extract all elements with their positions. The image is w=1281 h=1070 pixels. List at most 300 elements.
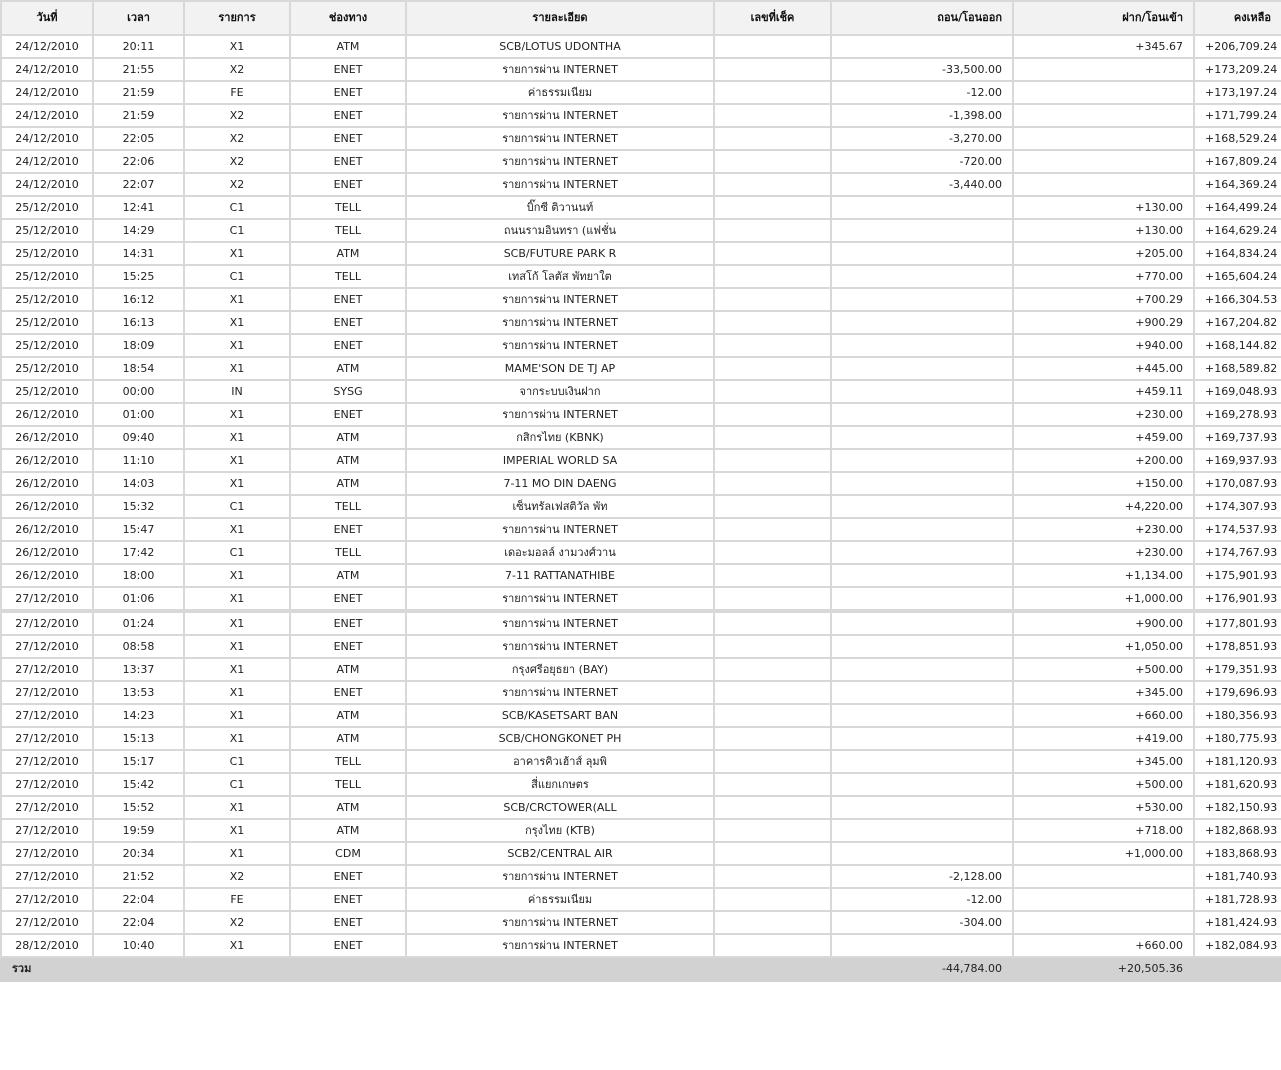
cell-detail: กรุงศรีอยุธยา (BAY) (406, 658, 714, 681)
cell-withdraw (831, 587, 1013, 611)
cell-cheque (714, 265, 831, 288)
table-row (1, 196, 1281, 219)
cell-cheque (714, 704, 831, 727)
cell-code: X1 (184, 635, 290, 658)
cell-detail: จากระบบเงินฝาก (406, 380, 714, 403)
cell-deposit: +459.00 (1013, 426, 1194, 449)
cell-date: 27/12/2010 (1, 611, 93, 635)
cell-code: X1 (184, 704, 290, 727)
cell-time: 15:42 (93, 773, 184, 796)
cell-code: X1 (184, 934, 290, 957)
cell-date: 25/12/2010 (1, 311, 93, 334)
cell-cheque (714, 150, 831, 173)
cell-deposit: +230.00 (1013, 541, 1194, 564)
total-label: รวม (1, 957, 93, 981)
table-row (1, 173, 1281, 196)
cell-date: 27/12/2010 (1, 773, 93, 796)
cell-date: 26/12/2010 (1, 541, 93, 564)
cell-detail: รายการผ่าน INTERNET (406, 288, 714, 311)
total-empty-balance (1194, 957, 1281, 981)
cell-code: X1 (184, 357, 290, 380)
table-row (1, 357, 1281, 380)
table-row (1, 265, 1281, 288)
cell-channel: ATM (290, 472, 406, 495)
cell-channel: ENET (290, 635, 406, 658)
cell-withdraw: -720.00 (831, 150, 1013, 173)
cell-time: 14:03 (93, 472, 184, 495)
statement-footer (1, 957, 1281, 981)
cell-balance: +174,767.93 (1194, 541, 1281, 564)
cell-withdraw (831, 472, 1013, 495)
cell-channel: ENET (290, 173, 406, 196)
cell-date: 25/12/2010 (1, 357, 93, 380)
cell-detail: กรุงไทย (KTB) (406, 819, 714, 842)
cell-channel: ENET (290, 681, 406, 704)
cell-channel: ENET (290, 911, 406, 934)
cell-deposit: +419.00 (1013, 727, 1194, 750)
cell-cheque (714, 865, 831, 888)
cell-balance: +181,620.93 (1194, 773, 1281, 796)
cell-detail: รายการผ่าน INTERNET (406, 611, 714, 635)
cell-balance: +173,209.24 (1194, 58, 1281, 81)
cell-code: X1 (184, 796, 290, 819)
cell-date: 27/12/2010 (1, 587, 93, 611)
cell-detail: SCB2/CENTRAL AIR (406, 842, 714, 865)
cell-balance: +206,709.24 (1194, 35, 1281, 58)
cell-detail: IMPERIAL WORLD SA (406, 449, 714, 472)
cell-time: 16:13 (93, 311, 184, 334)
cell-deposit: +459.11 (1013, 380, 1194, 403)
cell-channel: ENET (290, 518, 406, 541)
cell-channel: ATM (290, 727, 406, 750)
cell-balance: +173,197.24 (1194, 81, 1281, 104)
cell-detail: อาคารคิวเฮ้าส์ ลุมพิ (406, 750, 714, 773)
cell-withdraw (831, 750, 1013, 773)
cell-time: 13:53 (93, 681, 184, 704)
cell-cheque (714, 635, 831, 658)
cell-code: X1 (184, 658, 290, 681)
cell-cheque (714, 541, 831, 564)
cell-deposit (1013, 173, 1194, 196)
cell-detail: MAME'SON DE TJ AP (406, 357, 714, 380)
cell-detail: รายการผ่าน INTERNET (406, 173, 714, 196)
cell-balance: +169,278.93 (1194, 403, 1281, 426)
cell-channel: ENET (290, 888, 406, 911)
cell-code: X1 (184, 242, 290, 265)
cell-balance: +169,737.93 (1194, 426, 1281, 449)
cell-balance: +181,728.93 (1194, 888, 1281, 911)
cell-withdraw (831, 518, 1013, 541)
cell-withdraw (831, 541, 1013, 564)
cell-time: 20:34 (93, 842, 184, 865)
cell-channel: ATM (290, 658, 406, 681)
cell-date: 26/12/2010 (1, 403, 93, 426)
cell-time: 10:40 (93, 934, 184, 957)
cell-date: 26/12/2010 (1, 449, 93, 472)
cell-balance: +180,775.93 (1194, 727, 1281, 750)
table-row (1, 681, 1281, 704)
cell-date: 25/12/2010 (1, 265, 93, 288)
cell-cheque (714, 911, 831, 934)
cell-time: 15:52 (93, 796, 184, 819)
cell-cheque (714, 773, 831, 796)
cell-deposit: +345.67 (1013, 35, 1194, 58)
cell-deposit: +230.00 (1013, 403, 1194, 426)
cell-balance: +164,499.24 (1194, 196, 1281, 219)
cell-deposit: +500.00 (1013, 773, 1194, 796)
cell-date: 26/12/2010 (1, 564, 93, 587)
cell-deposit: +530.00 (1013, 796, 1194, 819)
cell-time: 22:05 (93, 127, 184, 150)
cell-deposit (1013, 127, 1194, 150)
cell-detail: ถนนรามอินทรา (แฟชั่น (406, 219, 714, 242)
cell-channel: TELL (290, 265, 406, 288)
cell-channel: ENET (290, 127, 406, 150)
cell-detail: รายการผ่าน INTERNET (406, 635, 714, 658)
cell-deposit: +900.00 (1013, 611, 1194, 635)
table-row (1, 819, 1281, 842)
header-withdraw: ถอน/โอนออก (831, 1, 1013, 35)
cell-date: 25/12/2010 (1, 334, 93, 357)
cell-time: 19:59 (93, 819, 184, 842)
cell-deposit: +770.00 (1013, 265, 1194, 288)
header-row (1, 1, 1281, 35)
cell-deposit (1013, 911, 1194, 934)
table-row (1, 219, 1281, 242)
cell-time: 01:24 (93, 611, 184, 635)
cell-time: 01:06 (93, 587, 184, 611)
cell-time: 18:54 (93, 357, 184, 380)
cell-code: X1 (184, 681, 290, 704)
cell-balance: +180,356.93 (1194, 704, 1281, 727)
table-row (1, 150, 1281, 173)
cell-detail: รายการผ่าน INTERNET (406, 865, 714, 888)
cell-cheque (714, 173, 831, 196)
cell-code: X1 (184, 472, 290, 495)
table-row (1, 704, 1281, 727)
cell-balance: +183,868.93 (1194, 842, 1281, 865)
cell-code: X2 (184, 104, 290, 127)
cell-channel: ATM (290, 449, 406, 472)
cell-cheque (714, 357, 831, 380)
cell-channel: CDM (290, 842, 406, 865)
cell-balance: +182,150.93 (1194, 796, 1281, 819)
cell-detail: รายการผ่าน INTERNET (406, 403, 714, 426)
header-detail: รายละเอียด (406, 1, 714, 35)
cell-detail: รายการผ่าน INTERNET (406, 681, 714, 704)
cell-code: X1 (184, 819, 290, 842)
total-empty-code (184, 957, 290, 981)
cell-code: C1 (184, 265, 290, 288)
cell-deposit (1013, 58, 1194, 81)
total-empty-cheque (714, 957, 831, 981)
cell-balance: +170,087.93 (1194, 472, 1281, 495)
cell-date: 27/12/2010 (1, 888, 93, 911)
cell-balance: +165,604.24 (1194, 265, 1281, 288)
cell-time: 22:04 (93, 888, 184, 911)
cell-date: 25/12/2010 (1, 380, 93, 403)
table-row (1, 127, 1281, 150)
cell-withdraw: -3,270.00 (831, 127, 1013, 150)
cell-deposit: +1,134.00 (1013, 564, 1194, 587)
cell-cheque (714, 196, 831, 219)
cell-channel: ENET (290, 58, 406, 81)
cell-detail: รายการผ่าน INTERNET (406, 911, 714, 934)
total-row (1, 957, 1281, 981)
table-row (1, 888, 1281, 911)
cell-channel: ATM (290, 819, 406, 842)
cell-balance: +167,809.24 (1194, 150, 1281, 173)
cell-detail: รายการผ่าน INTERNET (406, 311, 714, 334)
cell-date: 27/12/2010 (1, 750, 93, 773)
cell-cheque (714, 611, 831, 635)
cell-withdraw (831, 842, 1013, 865)
cell-balance: +182,868.93 (1194, 819, 1281, 842)
table-row (1, 104, 1281, 127)
cell-time: 22:07 (93, 173, 184, 196)
table-row (1, 495, 1281, 518)
cell-deposit: +200.00 (1013, 449, 1194, 472)
cell-detail: SCB/CRCTOWER(ALL (406, 796, 714, 819)
cell-code: X1 (184, 311, 290, 334)
cell-detail: รายการผ่าน INTERNET (406, 934, 714, 957)
cell-cheque (714, 242, 831, 265)
cell-time: 15:47 (93, 518, 184, 541)
total-withdraw: -44,784.00 (831, 957, 1013, 981)
cell-withdraw: -3,440.00 (831, 173, 1013, 196)
cell-time: 22:06 (93, 150, 184, 173)
cell-date: 26/12/2010 (1, 495, 93, 518)
cell-cheque (714, 35, 831, 58)
cell-date: 24/12/2010 (1, 104, 93, 127)
cell-deposit: +500.00 (1013, 658, 1194, 681)
cell-withdraw (831, 357, 1013, 380)
cell-code: C1 (184, 196, 290, 219)
cell-code: X1 (184, 727, 290, 750)
cell-withdraw: -12.00 (831, 888, 1013, 911)
cell-deposit: +940.00 (1013, 334, 1194, 357)
cell-balance: +168,589.82 (1194, 357, 1281, 380)
cell-code: C1 (184, 495, 290, 518)
cell-detail: SCB/FUTURE PARK R (406, 242, 714, 265)
cell-code: X2 (184, 865, 290, 888)
cell-deposit: +345.00 (1013, 681, 1194, 704)
cell-channel: ATM (290, 426, 406, 449)
total-empty-detail (406, 957, 714, 981)
cell-time: 13:37 (93, 658, 184, 681)
cell-withdraw (831, 265, 1013, 288)
total-empty-channel (290, 957, 406, 981)
cell-channel: ATM (290, 704, 406, 727)
cell-channel: TELL (290, 750, 406, 773)
cell-date: 24/12/2010 (1, 127, 93, 150)
cell-cheque (714, 495, 831, 518)
cell-code: FE (184, 81, 290, 104)
cell-withdraw: -304.00 (831, 911, 1013, 934)
cell-deposit (1013, 865, 1194, 888)
table-row (1, 541, 1281, 564)
cell-balance: +164,629.24 (1194, 219, 1281, 242)
total-deposit: +20,505.36 (1013, 957, 1194, 981)
cell-channel: ENET (290, 865, 406, 888)
cell-time: 16:12 (93, 288, 184, 311)
cell-cheque (714, 750, 831, 773)
cell-withdraw (831, 288, 1013, 311)
header-cheque: เลขที่เช็ค (714, 1, 831, 35)
cell-detail: SCB/CHONGKONET PH (406, 727, 714, 750)
cell-deposit: +718.00 (1013, 819, 1194, 842)
cell-code: X1 (184, 35, 290, 58)
cell-time: 18:00 (93, 564, 184, 587)
cell-channel: ATM (290, 35, 406, 58)
table-row (1, 727, 1281, 750)
cell-channel: ATM (290, 796, 406, 819)
table-row (1, 658, 1281, 681)
cell-withdraw: -33,500.00 (831, 58, 1013, 81)
cell-deposit (1013, 104, 1194, 127)
cell-time: 01:00 (93, 403, 184, 426)
cell-deposit: +660.00 (1013, 934, 1194, 957)
cell-balance: +169,048.93 (1194, 380, 1281, 403)
cell-withdraw (831, 564, 1013, 587)
cell-channel: ENET (290, 403, 406, 426)
cell-date: 25/12/2010 (1, 196, 93, 219)
cell-deposit: +1,050.00 (1013, 635, 1194, 658)
cell-channel: TELL (290, 219, 406, 242)
cell-withdraw (831, 35, 1013, 58)
header-time: เวลา (93, 1, 184, 35)
table-row (1, 750, 1281, 773)
cell-code: X1 (184, 403, 290, 426)
table-row (1, 635, 1281, 658)
table-row (1, 911, 1281, 934)
cell-balance: +164,834.24 (1194, 242, 1281, 265)
cell-balance: +176,901.93 (1194, 587, 1281, 611)
cell-detail: กสิกรไทย (KBNK) (406, 426, 714, 449)
cell-channel: TELL (290, 541, 406, 564)
cell-channel: ENET (290, 311, 406, 334)
cell-balance: +174,307.93 (1194, 495, 1281, 518)
cell-detail: SCB/LOTUS UDONTHA (406, 35, 714, 58)
cell-detail: 7-11 MO DIN DAENG (406, 472, 714, 495)
cell-code: C1 (184, 750, 290, 773)
cell-code: X2 (184, 127, 290, 150)
cell-detail: 7-11 RATTANATHIBE (406, 564, 714, 587)
cell-time: 15:17 (93, 750, 184, 773)
cell-channel: ENET (290, 334, 406, 357)
cell-cheque (714, 819, 831, 842)
cell-withdraw (831, 796, 1013, 819)
cell-deposit (1013, 81, 1194, 104)
cell-detail: สี่แยกเกษตร (406, 773, 714, 796)
header-channel: ช่องทาง (290, 1, 406, 35)
cell-deposit: +345.00 (1013, 750, 1194, 773)
cell-code: C1 (184, 773, 290, 796)
cell-cheque (714, 587, 831, 611)
cell-detail: รายการผ่าน INTERNET (406, 518, 714, 541)
cell-code: X2 (184, 173, 290, 196)
cell-deposit: +900.29 (1013, 311, 1194, 334)
cell-withdraw (831, 611, 1013, 635)
cell-code: X1 (184, 288, 290, 311)
cell-detail: รายการผ่าน INTERNET (406, 104, 714, 127)
cell-cheque (714, 842, 831, 865)
cell-cheque (714, 518, 831, 541)
cell-detail: รายการผ่าน INTERNET (406, 334, 714, 357)
cell-balance: +182,084.93 (1194, 934, 1281, 957)
header-balance: คงเหลือ (1194, 1, 1281, 35)
cell-date: 27/12/2010 (1, 865, 93, 888)
table-row (1, 773, 1281, 796)
table-row (1, 58, 1281, 81)
cell-cheque (714, 727, 831, 750)
cell-balance: +171,799.24 (1194, 104, 1281, 127)
statement-header (1, 1, 1281, 35)
cell-balance: +167,204.82 (1194, 311, 1281, 334)
cell-balance: +169,937.93 (1194, 449, 1281, 472)
cell-deposit: +660.00 (1013, 704, 1194, 727)
cell-channel: ATM (290, 242, 406, 265)
cell-code: X1 (184, 334, 290, 357)
cell-time: 21:52 (93, 865, 184, 888)
cell-cheque (714, 58, 831, 81)
table-row (1, 35, 1281, 58)
cell-channel: SYSG (290, 380, 406, 403)
cell-detail: เดอะมอลล์ งามวงศ์วาน (406, 541, 714, 564)
cell-cheque (714, 658, 831, 681)
cell-time: 18:09 (93, 334, 184, 357)
cell-code: X1 (184, 518, 290, 541)
cell-balance: +181,120.93 (1194, 750, 1281, 773)
cell-cheque (714, 796, 831, 819)
cell-time: 15:25 (93, 265, 184, 288)
cell-cheque (714, 449, 831, 472)
cell-withdraw (831, 934, 1013, 957)
cell-deposit: +700.29 (1013, 288, 1194, 311)
cell-date: 24/12/2010 (1, 58, 93, 81)
cell-cheque (714, 472, 831, 495)
cell-withdraw (831, 635, 1013, 658)
cell-balance: +166,304.53 (1194, 288, 1281, 311)
cell-balance: +178,851.93 (1194, 635, 1281, 658)
cell-channel: ENET (290, 587, 406, 611)
cell-balance: +177,801.93 (1194, 611, 1281, 635)
cell-time: 14:31 (93, 242, 184, 265)
cell-balance: +179,696.93 (1194, 681, 1281, 704)
cell-cheque (714, 934, 831, 957)
cell-time: 14:23 (93, 704, 184, 727)
statement-body (1, 35, 1281, 957)
cell-code: IN (184, 380, 290, 403)
cell-deposit: +4,220.00 (1013, 495, 1194, 518)
cell-deposit: +1,000.00 (1013, 587, 1194, 611)
table-row (1, 611, 1281, 635)
cell-code: C1 (184, 541, 290, 564)
cell-balance: +164,369.24 (1194, 173, 1281, 196)
cell-code: X1 (184, 587, 290, 611)
cell-code: X1 (184, 426, 290, 449)
cell-balance: +179,351.93 (1194, 658, 1281, 681)
table-row (1, 242, 1281, 265)
cell-withdraw (831, 681, 1013, 704)
cell-withdraw (831, 334, 1013, 357)
cell-withdraw: -1,398.00 (831, 104, 1013, 127)
cell-time: 21:55 (93, 58, 184, 81)
cell-cheque (714, 888, 831, 911)
table-row (1, 587, 1281, 611)
table-row (1, 288, 1281, 311)
header-deposit: ฝาก/โอนเข้า (1013, 1, 1194, 35)
